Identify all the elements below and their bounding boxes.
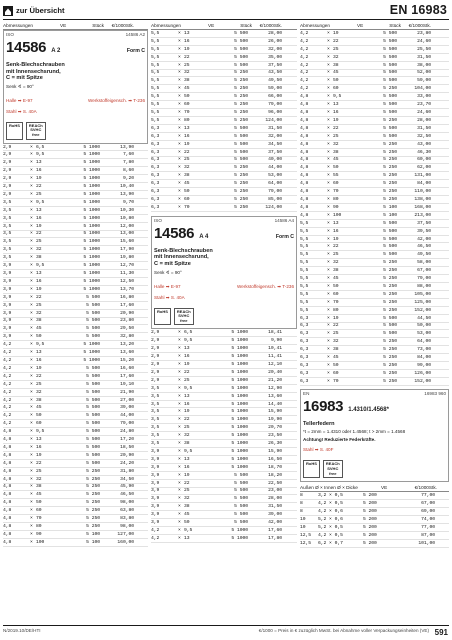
steel-link[interactable]: Stahl ➡ S. 40F	[303, 447, 334, 453]
table-row: 2,9 × 22 5 1000 20,40	[151, 369, 297, 377]
table-row: 4,8 × 16 5 500 18,50	[3, 444, 148, 452]
table-row: 4,2 × 45 5 500 39,00	[3, 404, 148, 412]
table-row: 4,8 × 55 5 250 131,00	[300, 172, 449, 180]
table-row: 10 5,2 × 0,5 5 200 77,00	[300, 524, 449, 532]
product-number: 14586	[154, 224, 195, 242]
table-row: 4,8 × 32 5 250 43,00	[300, 141, 449, 149]
table-row: 4,2 × 9,5 5 1000 17,60	[151, 527, 297, 535]
table-row: 5,5 × 16 5 500 26,00	[151, 38, 297, 46]
table-row: 6,3 × 19 5 500 44,50	[300, 315, 449, 323]
norm-code: EN 16983	[389, 3, 447, 17]
table-row: 6,3 × 60 5 250 126,00	[300, 370, 449, 378]
hall-link[interactable]: Halle ➡ E-97	[6, 97, 33, 103]
table-row: 4,2 × 50 5 500 59,00	[300, 77, 449, 85]
table-row: 6,3 × 70 5 250 124,00	[151, 204, 297, 212]
table-row: 6,3 × 16 5 500 32,00	[151, 133, 297, 141]
table-row: 4,2 × 50 5 500 44,00	[3, 412, 148, 420]
table-row: 3,9 × 13 5 1000 11,30	[3, 270, 148, 278]
price-table-16983	[300, 492, 449, 547]
table-row: 3,9 × 9,5 5 1000 15,90	[151, 448, 297, 456]
table-row: 4,8 × 50 5 250 98,00	[3, 499, 148, 507]
table-row: 3,5 × 16 5 1000 14,40	[151, 401, 297, 409]
table-row: 5,5 × 70 5 250 125,00	[300, 299, 449, 307]
table-row: 5,5 × 22 5 500 46,50	[300, 243, 449, 251]
table-row: 4,2 × 13 5 1000 13,60	[3, 349, 148, 357]
table-row: 4,8 × 45 5 250 46,50	[3, 491, 148, 499]
column-2	[151, 22, 297, 543]
table-row: 3,9 × 25 5 500 23,00	[151, 488, 297, 496]
table-row: 4,8 × 60 5 250 84,00	[300, 180, 449, 188]
table-row: 8 4,2 × 0,6 5 200 69,00	[300, 508, 449, 516]
table-row: 10 5,2 × 0,6 5 200 74,00	[300, 516, 449, 524]
table-row: 4,8 × 70 5 250 110,00	[300, 188, 449, 196]
home-icon	[3, 6, 13, 16]
table-row: 5,5 × 16 5 500 39,50	[300, 228, 449, 236]
rohs-badge: RoHS	[303, 460, 320, 478]
table-row: 4,8 × 100 5 100 160,00	[3, 539, 148, 547]
table-row: 3,5 × 9,5 5 1000 12,90	[151, 385, 297, 393]
rohs-badge: RoHS	[6, 122, 23, 140]
table-row: 6,3 × 32 5 250 44,00	[151, 164, 297, 172]
product-grade: 1.4310/1.4568*	[348, 406, 389, 413]
table-row: 2,9 × 19 5 1000 9,20	[3, 175, 148, 183]
page-number: 591	[434, 628, 448, 637]
table-row: 2,9 × 13 5 1000 7,80	[3, 159, 148, 167]
table-row: 8 4,2 × 0,5 5 200 67,00	[300, 500, 449, 508]
table-row: 4,8 × 25 5 500 32,50	[300, 133, 449, 141]
table-row: 6,3 × 50 5 250 79,00	[151, 188, 297, 196]
table-row: 2,9 × 22 5 1000 10,40	[3, 183, 148, 191]
product-title: Senk-Blechschrauben mit Innensechsrund, C = mit Spitze	[154, 247, 213, 268]
table-row: 4,2 × 60 5 250 104,00	[300, 85, 449, 93]
table-row: 3,5 × 19 5 1000 15,90	[151, 408, 297, 416]
top-divider	[3, 19, 449, 20]
table-row: 5,5 × 13 5 500 37,50	[300, 220, 449, 228]
product-panel-14586-a2: ISO 14586 A2 14586 A 2 Form C Senk-Blechschrauben mit Innensechsrund, C = mit Spitze Senk ∢ = 90° Halle ➡ E-97 Werkstoffeigensch. ➡ T-236 Stahl ➡ S. 40A RoHS REACh SVHC free	[3, 30, 148, 144]
table-row: 5,5 × 32 5 250 58,00	[300, 259, 449, 267]
product-number: 16983	[303, 397, 344, 415]
product-panel-16983: EN 16983 960 16983 1.4310/1.4568* Tellerfedern *t = 2mm = 1.4310 oder 1.4568; t > 2mm = 1.4568 Achtung! Reduzierte Federkräfte. Stahl ➡ S. 40F RoHS REACh SVHC free	[300, 389, 449, 482]
table-row: 4,2 × 19 5 500 16,60	[3, 365, 148, 373]
product-title: Tellerfedern	[303, 420, 335, 427]
table-row: 5,5 × 60 5 250 105,00	[300, 291, 449, 299]
reach-badge: REACh SVHC free	[26, 122, 46, 140]
table-row: 6,3 × 60 5 250 85,00	[151, 196, 297, 204]
table-row: 4,8 × 50 5 250 62,00	[300, 164, 449, 172]
table-row: 4,8 × 80 5 250 138,00	[300, 196, 449, 204]
table-row: 3,9 × 25 5 500 17,60	[3, 302, 148, 310]
back-to-overview-link[interactable]	[3, 3, 65, 18]
price-table-14586-a4	[151, 329, 297, 542]
product-sub: *t = 2mm = 1.4310 oder 1.4568; t > 2mm = 1.4568	[303, 429, 406, 435]
table-row: 2,9 × 25 5 1000 21,20	[151, 377, 297, 385]
table-row: 5,5 × 38 5 250 67,00	[300, 267, 449, 275]
table-row: 4,8 × 90 5 100 168,00	[300, 204, 449, 212]
table-row: 2,9 × 9,5 5 1000 9,90	[151, 337, 297, 345]
table-row: 4,8 × 13 5 500 23,70	[300, 101, 449, 109]
product-sub: Senk ∢ = 90°	[6, 83, 34, 89]
column-header: Abmessungen VE Stück €/1000Stk.	[151, 22, 297, 30]
table-row: 4,8 × 16 5 500 24,60	[300, 109, 449, 117]
table-row: 4,8 × 90 5 100 127,00	[3, 531, 148, 539]
table-row: 4,2 × 32 5 500 31,50	[300, 54, 449, 62]
table-row: 5,5 × 70 5 250 96,00	[151, 109, 297, 117]
table-row: 3,9 × 45 5 500 29,50	[3, 325, 148, 333]
table-row: 4,8 × 9,5 5 500 24,80	[3, 428, 148, 436]
table-row: 5,5 × 60 5 250 79,00	[151, 101, 297, 109]
table-row: 6,3 × 22 5 500 50,00	[300, 323, 449, 331]
table-row: 6,3 × 32 5 250 64,00	[300, 338, 449, 346]
table-row: 3,5 × 13 5 1000 10,30	[3, 207, 148, 215]
table-row: 3,5 × 38 5 1000 19,80	[3, 254, 148, 262]
table-row: 4,8 × 32 5 250 34,50	[3, 476, 148, 484]
product-title: Senk-Blechschrauben mit Innensechsrund, C = mit Spitze	[6, 62, 65, 82]
product-form: Form C	[275, 233, 294, 240]
table-row: 3,9 × 45 5 500 39,00	[151, 511, 297, 519]
table-row: 4,8 × 22 5 500 31,50	[300, 125, 449, 133]
table-row: 4,8 × 100 5 100 213,00	[300, 212, 449, 220]
product-panel-14586-a4: ISO 14586 A4 14586 A 4 Form C Senk-Blechschrauben mit Innensechsrund, C = mit Spitze Senk ∢ = 90° Halle ➡ E-97 Werkstoffeigensch. ➡ T-236 Stahl ➡ S. 40A RoHS REACh SVHC free	[151, 216, 297, 330]
material-link[interactable]: Werkstoffeigensch. ➡ T-236	[237, 283, 294, 289]
table-row: 4,2 × 38 5 500 38,00	[300, 62, 449, 70]
price-table-14586-a4-cont	[300, 30, 449, 386]
table-row: 3,5 × 22 5 1000 13,00	[3, 231, 148, 239]
table-row: 2,9 × 16 5 1000 11,41	[151, 353, 297, 361]
table-row: 5,5 × 45 5 250 79,00	[300, 275, 449, 283]
table-row: 4,8 × 9,5 5 500 33,00	[300, 93, 449, 101]
steel-link[interactable]: Stahl ➡ S. 40A	[6, 108, 37, 114]
reach-badge: REACh SVHC free	[174, 308, 194, 326]
table-row: 6,3 × 19 5 500 34,50	[151, 141, 297, 149]
table-row: 3,5 × 13 5 1000 13,60	[151, 393, 297, 401]
material-link[interactable]: Werkstoffeigensch. ➡ T-236	[88, 97, 145, 103]
table-row: 2,9 × 13 5 1000 10,41	[151, 345, 297, 353]
table-row: 4,2 × 13 5 1000 17,80	[151, 535, 297, 543]
table-row: 4,2 × 60 5 500 79,00	[3, 420, 148, 428]
table-row: 3,9 × 13 5 1000 16,50	[151, 456, 297, 464]
table-row: 6,3 × 45 5 250 84,00	[300, 354, 449, 362]
table-row: 12,5 6,2 × 0,7 5 200 101,00	[300, 540, 449, 548]
table-row: 3,9 × 19 5 1000 13,70	[3, 286, 148, 294]
table-row: 3,9 × 32 5 500 20,90	[3, 310, 148, 318]
table-row: 4,8 × 80 5 250 98,00	[3, 523, 148, 531]
table-row: 2,9 × 6,5 5 1000 13,90	[3, 144, 148, 152]
table-row: 4,2 × 32 5 500 21,90	[3, 389, 148, 397]
table-row: 6,3 × 22 5 500 37,50	[151, 149, 297, 157]
table-row: 2,9 × 9,5 5 1000 7,60	[3, 151, 148, 159]
table-row: 4,8 × 22 5 500 24,20	[3, 460, 148, 468]
table-row: 3,9 × 32 5 500 28,00	[151, 495, 297, 503]
table-row: 3,9 × 38 5 500 23,80	[3, 318, 148, 326]
table-row: 4,2 × 16 5 1000 15,20	[3, 357, 148, 365]
table-row: 2,9 × 19 5 1000 12,10	[151, 361, 297, 369]
column-header-16983: Außen Ø × Innen Ø × Dicke VE €/1000Stk.	[300, 484, 449, 492]
price-table-14586-a2-cont	[151, 30, 297, 212]
table-row: 3,5 × 19 5 1000 12,00	[3, 223, 148, 231]
back-label: zur Übersicht	[16, 6, 65, 15]
table-row: 5,5 × 19 5 500 42,00	[300, 236, 449, 244]
table-row: 3,5 × 25 5 1000 20,70	[151, 424, 297, 432]
rohs-badge: RoHS	[154, 308, 171, 326]
table-row: 3,5 × 32 5 1000 17,90	[3, 246, 148, 254]
table-row: 2,9 × 25 5 1000 13,90	[3, 191, 148, 199]
footer	[3, 628, 449, 633]
table-row: 3,5 × 25 5 1000 15,60	[3, 238, 148, 246]
table-row: 3,9 × 16 5 1000 12,50	[3, 278, 148, 286]
top-bar	[3, 3, 449, 18]
table-row: 5,5 × 13 5 500 28,00	[151, 30, 297, 38]
table-row: 5,5 × 25 5 500 49,50	[300, 251, 449, 259]
table-row: 3,9 × 50 5 500 32,80	[3, 333, 148, 341]
table-row: 5,5 × 80 5 250 152,00	[300, 307, 449, 315]
table-row: 5,5 × 32 5 250 43,50	[151, 70, 297, 78]
table-row: 4,2 × 19 5 500 23,80	[300, 30, 449, 38]
notice-text: Achtung! Reduzierte Federkräfte.	[303, 437, 376, 443]
footer-left: N/2019.10/DE/HTI	[3, 628, 41, 633]
table-row: 5,5 × 80 5 250 124,00	[151, 117, 297, 125]
table-row: 6,3 × 70 5 250 152,00	[300, 378, 449, 386]
table-row: 6,3 × 45 5 250 64,00	[151, 180, 297, 188]
column-1	[3, 22, 148, 547]
product-grade: A 2	[51, 48, 61, 54]
product-grade: A 4	[199, 233, 209, 240]
reach-badge: REACh SVHC free	[323, 460, 343, 478]
table-row: 8 3,2 × 0,5 5 200 77,00	[300, 492, 449, 500]
table-row: 5,5 × 22 5 500 35,00	[151, 54, 297, 62]
table-row: 5,5 × 50 5 250 88,00	[300, 283, 449, 291]
table-row: 6,3 × 25 5 500 53,00	[300, 330, 449, 338]
bottom-divider	[3, 625, 449, 626]
table-row: 3,9 × 16 5 1000 18,70	[151, 464, 297, 472]
table-row: 4,8 × 38 5 250 45,90	[3, 484, 148, 492]
table-row: 3,5 × 22 5 1000 19,90	[151, 416, 297, 424]
table-row: 4,2 × 38 5 500 27,00	[3, 397, 148, 405]
table-row: 4,2 × 25 5 500 19,10	[3, 381, 148, 389]
product-sub: Senk ∢ = 90°	[154, 269, 182, 275]
table-row: 4,8 × 19 5 250 28,00	[300, 117, 449, 125]
product-form: Form C	[126, 48, 145, 54]
column-3	[300, 22, 449, 548]
table-row: 4,8 × 25 5 250 31,80	[3, 468, 148, 476]
table-row: 6,3 × 38 5 250 73,00	[300, 346, 449, 354]
table-row: 4,8 × 70 5 250 83,80	[3, 515, 148, 523]
table-row: 4,2 × 25 5 500 25,50	[300, 46, 449, 54]
table-row: 4,2 × 22 5 500 24,60	[300, 38, 449, 46]
table-row: 6,3 × 50 5 250 99,00	[300, 362, 449, 370]
table-row: 4,2 × 22 5 500 17,60	[3, 373, 148, 381]
table-row: 3,5 × 16 5 1000 10,80	[3, 215, 148, 223]
table-row: 3,9 × 22 5 500 16,80	[3, 294, 148, 302]
table-row: 3,5 × 9,5 5 1000 9,70	[3, 199, 148, 207]
table-row: 4,8 × 38 5 250 46,30	[300, 149, 449, 157]
table-row: 5,5 × 45 5 250 59,00	[151, 85, 297, 93]
product-number: 14586	[6, 39, 47, 56]
table-row: 6,3 × 13 5 500 31,50	[151, 125, 297, 133]
table-row: 4,8 × 13 5 500 17,20	[3, 436, 148, 444]
table-row: 3,9 × 50 5 500 42,00	[151, 519, 297, 527]
table-row: 5,5 × 50 5 250 66,00	[151, 93, 297, 101]
table-row: 6,3 × 38 5 250 53,00	[151, 172, 297, 180]
table-row: 4,8 × 60 5 250 63,80	[3, 507, 148, 515]
table-row: 2,9 × 16 5 1000 8,60	[3, 167, 148, 175]
table-row: 4,2 × 45 5 500 52,00	[300, 70, 449, 78]
table-row: 12,5 4,2 × 0,5 5 200 87,00	[300, 532, 449, 540]
hall-link[interactable]: Halle ➡ E-97	[154, 283, 181, 289]
table-row: 2,9 × 6,5 5 1000 18,41	[151, 329, 297, 337]
table-row: 3,9 × 22 5 500 22,50	[151, 480, 297, 488]
table-row: 4,2 × 9,5 5 1000 13,20	[3, 341, 148, 349]
table-row: 3,9 × 38 5 500 31,50	[151, 503, 297, 511]
table-row: 3,9 × 9,5 5 1000 12,70	[3, 262, 148, 270]
table-row: 5,5 × 19 5 500 32,00	[151, 46, 297, 54]
column-header: Abmessungen VE Stück €/1000Stk.	[3, 22, 148, 30]
footer-note: €/1000 = Preis in € zuzüglich MwSt. bei Abnahme voller Verpackungseinheiten (VE)	[258, 628, 429, 633]
table-row: 5,5 × 25 5 500 37,50	[151, 62, 297, 70]
table-row: 5,5 × 38 5 250 49,50	[151, 77, 297, 85]
table-row: 4,8 × 45 5 250 60,00	[300, 157, 449, 165]
table-row: 3,5 × 38 5 1000 26,30	[151, 440, 297, 448]
table-row: 3,9 × 19 5 500 18,20	[151, 472, 297, 480]
table-row: 4,8 × 19 5 500 20,90	[3, 452, 148, 460]
column-header: Abmessungen VE Stück €/1000Stk.	[300, 22, 449, 30]
table-row: 3,5 × 32 5 1000 23,50	[151, 432, 297, 440]
steel-link[interactable]: Stahl ➡ S. 40A	[154, 294, 185, 300]
table-row: 6,3 × 25 5 500 40,00	[151, 157, 297, 165]
price-table-14586-a2	[3, 144, 148, 547]
